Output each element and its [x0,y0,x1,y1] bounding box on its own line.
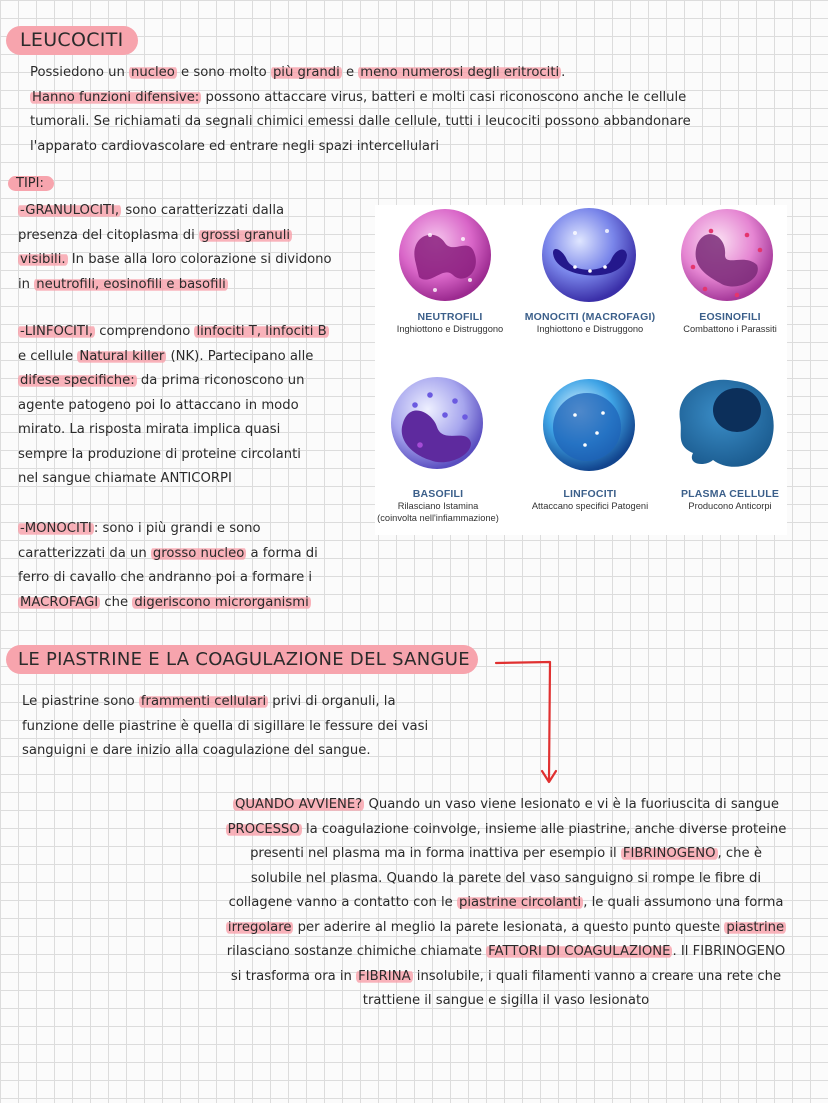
section-title-leucociti [6,26,138,55]
neutrofili-label: NEUTROFILI [417,311,483,323]
leucociti-line-4: l'apparato cardiovascolare ed entrare negli spazi intercellulari [30,138,440,154]
monociti-caption [515,311,665,335]
text-line [22,739,428,764]
text-segment: agente patogeno poi lo attaccano in modo [18,397,299,413]
highlighted-text: grossi granuli [200,227,291,243]
basofili-desc: Rilasciano Istamina [397,501,479,511]
text-segment: sono caratterizzati dalla [121,203,285,218]
text-line [18,443,329,468]
highlighted-text: irregolare [227,919,292,935]
highlighted-text: PROCESSO [227,821,300,837]
linfociti-caption [515,488,665,512]
text-line [22,690,428,715]
text-segment: mirato. La risposta mirata implica quasi [18,422,281,437]
leucociti-paragraph [30,61,691,159]
basofilo-cell-icon [391,377,483,469]
text-line [190,989,822,1014]
section-title-piastrine [6,645,478,674]
text-segment: rilasciano sostanze chimiche chiamate [226,944,487,959]
text-segment: caratterizzati da un [18,545,151,561]
text-segment: funzione delle piastrine è quella di sigillare le fessure dei vasi [22,718,429,734]
highlighted-text: FATTORI DI COAGULAZIONE [488,944,671,959]
highlighted-text: visibili. [20,252,66,267]
text-line [190,965,822,990]
tipi-label-text: TIPI: [16,176,44,191]
text-segment: la coagulazione coinvolge, insieme alle piastrine, anche diverse proteine [301,821,787,837]
text-segment: . [561,65,566,80]
text-line [18,566,318,591]
neutrofili-caption [375,311,525,335]
eosinofili-label: EOSINOFILI [699,311,761,323]
linfociti-desc: Attaccano specifici Patogeni [531,501,649,511]
highlighted-text: grosso nucleo [152,545,245,561]
basofili-caption [373,488,503,524]
text-segment: sanguigni e dare inizio alla coagulazione del sangue. [22,743,371,758]
text-line [18,418,329,443]
text-line [18,248,332,273]
text-segment: sempre la produzione di proteine circolanti [18,446,301,462]
highlighted-text: -LINFOCITI, [20,324,94,339]
leucociti-line-1 [30,61,691,86]
text-line [190,916,822,941]
highlighted-text: digeriscono microrganismi [134,594,309,610]
highlighted-text: nucleo [131,65,175,80]
text-line [18,394,329,419]
eosinofili-desc: Combattono i Parassiti [683,324,777,334]
text-segment: possono attaccare virus, batteri e molti casi riconoscono anche le cellule [201,89,687,105]
text-line [18,273,332,298]
leucociti-line-3: tumorali. Se richiamati da segnali chimici emessi dalle cellule, tutti i leucociti possono abbandonare [30,114,691,129]
text-line [22,715,428,740]
plasma-label: PLASMA CELLULE [680,488,780,500]
text-line [18,467,329,492]
text-line [190,940,822,965]
white-blood-cells-figure [375,205,787,535]
text-segment: a forma di [246,545,318,561]
text-line [190,818,822,843]
highlighted-text: piastrine circolanti [458,895,582,910]
text-segment: collagene vanno a contatto con le [228,895,457,910]
text-line [18,345,329,370]
monociti-paragraph [18,517,318,615]
text-line [18,517,318,542]
piastrine-intro-paragraph [22,690,428,764]
text-segment: solubile nel plasma. Quando la parete del vaso sanguigno si rompe le fibre di [250,870,762,886]
highlighted-text: più grandi [272,65,340,80]
text-line [18,542,318,567]
arrow-down-icon [490,655,570,790]
monociti-label: MONOCITI (MACROFAGI) [524,311,656,323]
text-segment: . Il FIBRINOGENO [672,944,786,959]
plasma-desc: Producono Anticorpi [688,501,772,511]
text-segment: insolubile, i quali filamenti vanno a creare una rete che [412,968,782,984]
text-segment: presenti nel plasma ma in forma inattiva per esempio il [250,846,621,861]
text-segment: da prima riconoscono un [136,373,305,388]
highlighted-text: neutrofili, eosinofili e basofili [36,276,226,292]
section-title-text: LEUCOCITI [20,29,124,51]
highlighted-text: meno numerosi degli eritrociti [360,65,560,80]
monociti-desc: Inghiottono e Distruggono [536,324,644,334]
text-segment: che [100,594,133,610]
highlighted-text: Natural killer [79,348,165,364]
text-segment: ferro di cavallo che andranno poi a formare i [18,570,313,585]
coagulazione-paragraph [190,793,822,1014]
text-segment: e sono molto [176,65,271,80]
text-segment: : sono i più grandi e sono [93,521,261,536]
cells-illustration [375,205,787,535]
leucociti-line-2 [30,86,691,111]
text-line [190,867,822,892]
text-segment: in [18,276,35,292]
highlighted-text: piastrine [726,919,785,935]
highlighted-text: FIBRINOGENO [622,846,716,861]
text-segment: , che è [717,846,762,861]
neutrofili-desc: Inghiottono e Distruggono [396,324,504,334]
eosinofilo-cell-icon [681,209,773,301]
granulociti-paragraph [18,199,332,297]
text-segment: In base alla loro colorazione si dividono [67,252,332,267]
linfociti-paragraph [18,320,329,492]
basofili-label: BASOFILI [412,488,464,500]
text-segment: e [341,65,359,80]
highlighted-text: FIBRINA [358,968,411,984]
text-segment: e cellule [18,348,78,364]
highlighted-text: QUANDO AVVIENE? [234,797,363,812]
text-segment: Possiedono un [30,65,130,80]
text-segment: , le quali assumono una forma [583,895,784,910]
text-segment: si trasforma ora in [230,968,357,984]
basofili-desc-note: (coinvolta nell'infiammazione) [377,513,499,523]
text-line [190,842,822,867]
plasma-cell-icon [680,380,774,467]
text-segment: trattiene il sangue e sigilla il vaso lesionato [362,993,650,1008]
text-segment: Le piastrine sono [22,694,139,709]
linfocita-cell-icon [543,379,635,471]
text-segment: (NK). Partecipano alle [166,348,314,364]
text-segment: Quando un vaso viene lesionato e vi è la fuoriuscita di sangue [364,797,780,812]
highlighted-text: difese specifiche: [20,373,135,388]
highlighted-text: Hanno funzioni difensive: [32,89,200,105]
text-line [18,199,332,224]
text-line [18,369,329,394]
text-segment: per aderire al meglio la parete lesionata, a questo punto queste [293,919,725,935]
text-line [18,320,329,345]
tipi-label [8,176,54,191]
text-line [18,591,318,616]
text-segment: comprendono [95,324,195,339]
highlighted-text: -MONOCITI [20,521,92,536]
section-title-text: LE PIASTRINE E LA COAGULAZIONE DEL SANGUE [18,649,470,670]
linfociti-label: LINFOCITI [563,488,617,500]
text-line [190,793,822,818]
neutrofilo-cell-icon [399,209,491,301]
monocita-cell-icon [542,208,636,302]
text-line [190,891,822,916]
highlighted-text: MACROFAGI [20,594,99,610]
text-line [18,224,332,249]
highlighted-text: linfociti T, linfociti B [196,324,327,339]
text-segment: privi di organuli, la [268,694,396,709]
plasma-caption [667,488,793,512]
highlighted-text: -GRANULOCITI, [20,203,120,218]
highlighted-text: frammenti cellulari [140,694,267,709]
text-segment: nel sangue chiamate ANTICORPI [18,471,232,486]
text-segment: presenza del citoplasma di [18,227,199,243]
eosinofili-caption [667,311,793,335]
